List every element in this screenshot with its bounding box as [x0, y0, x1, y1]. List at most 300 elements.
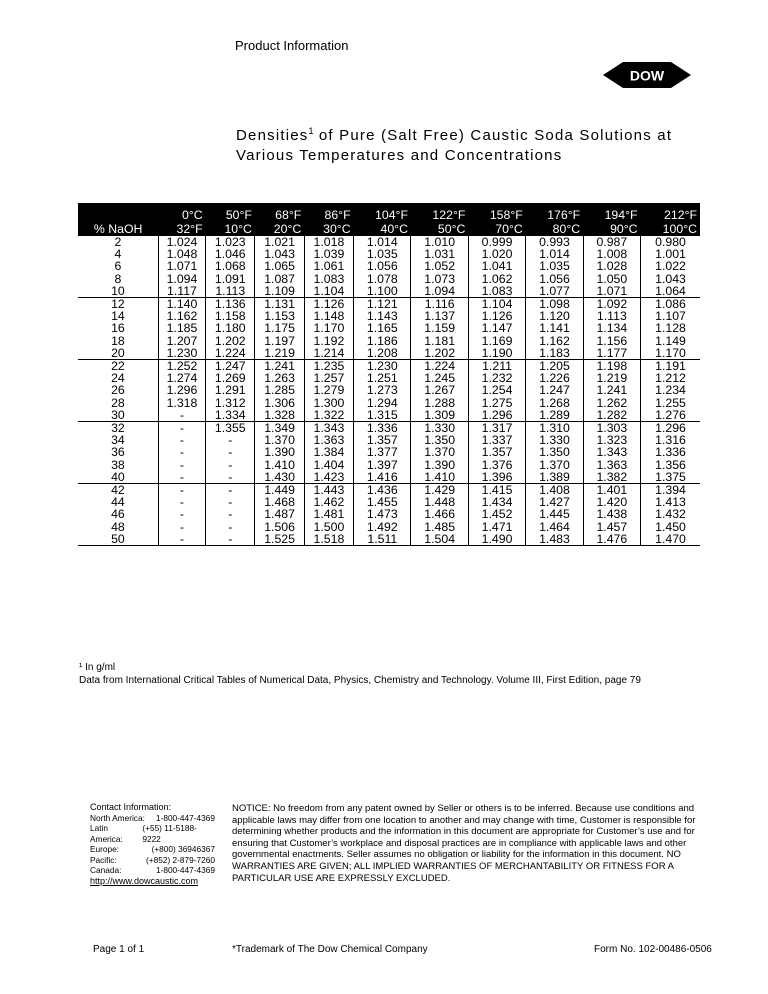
density-cell: 1.039 — [304, 248, 353, 260]
density-cell: 1.065 — [255, 260, 304, 272]
density-cell: 1.473 — [354, 508, 411, 520]
density-cell: 1.382 — [583, 471, 640, 484]
density-cell: 1.141 — [526, 322, 583, 334]
density-cell: 1.443 — [304, 484, 353, 497]
column-header: 104°F 40°C — [354, 203, 411, 236]
table-row — [78, 446, 700, 458]
density-cell: 1.137 — [411, 310, 468, 322]
density-cell: 1.490 — [468, 533, 525, 546]
naoh-percent-cell: 10 — [78, 285, 158, 298]
table-row — [78, 322, 700, 334]
trademark-note: *Trademark of The Dow Chemical Company — [232, 944, 428, 955]
density-cell: 1.048 — [158, 248, 205, 260]
density-cell: 1.100 — [354, 285, 411, 298]
density-cell: 1.014 — [526, 248, 583, 260]
density-cell: 1.350 — [526, 446, 583, 458]
density-cell: 1.448 — [411, 496, 468, 508]
density-cell: 1.113 — [583, 310, 640, 322]
density-cell: 1.357 — [354, 434, 411, 446]
naoh-percent-cell: 12 — [111, 297, 125, 312]
density-cell: 1.241 — [255, 360, 304, 373]
table-row — [78, 285, 700, 298]
density-cell: 1.205 — [526, 360, 583, 373]
table-header-row — [78, 203, 700, 236]
density-cell: 1.149 — [641, 335, 700, 347]
density-cell: 1.214 — [304, 347, 353, 360]
density-cell: 1.296 — [468, 409, 525, 422]
density-cell: 1.255 — [641, 397, 700, 409]
density-cell: 1.282 — [583, 409, 640, 422]
density-cell: 1.071 — [583, 285, 640, 298]
legal-notice: NOTICE: No freedom from any patent owned by Seller or others is to be inferred. Because use conditions and applicable laws may differ from one location to another and may change with time, Customer is responsible for determining whether products and the information in this document are appropriate for Customer’s use and for ensuring that Customer’s workplace and disposal practices are in compliance with applicable laws and other governmental enactments. Seller assumes no obligation or liability for the information in this document. NO WARRANTIES ARE GIVEN; ALL IMPLIED WARRANTIES OF MERCHANTABILITY OR FITNESS FOR A PARTICULAR USE ARE EXPRESSLY EXCLUDED. — [232, 803, 696, 884]
density-cell: 1.078 — [354, 273, 411, 285]
contact-region: Europe: — [90, 844, 120, 854]
density-cell: 1.021 — [255, 236, 304, 248]
density-cell: 1.481 — [304, 508, 353, 520]
logo-registered-mark: ® — [671, 81, 676, 87]
density-cell: - — [158, 484, 205, 497]
density-cell: 1.464 — [526, 521, 583, 533]
density-cell: 1.180 — [206, 322, 255, 334]
density-cell: 1.483 — [526, 533, 583, 546]
naoh-percent-cell: 44 — [111, 495, 125, 510]
contact-entry — [90, 865, 215, 876]
density-cell: 1.279 — [304, 384, 353, 396]
density-cell: 1.156 — [583, 335, 640, 347]
density-cell: 1.500 — [304, 521, 353, 533]
density-cell: - — [206, 521, 255, 533]
density-cell: 1.061 — [304, 260, 353, 272]
density-cell: - — [158, 459, 205, 471]
density-cell: 1.208 — [354, 347, 411, 360]
column-header: 194°F 90°C — [583, 203, 640, 236]
naoh-percent-cell: 34 — [111, 433, 125, 448]
density-cell: 1.191 — [641, 360, 700, 373]
density-cell: 1.389 — [526, 471, 583, 484]
density-cell: 1.285 — [255, 384, 304, 396]
density-cell: 1.492 — [354, 521, 411, 533]
density-cell: 1.098 — [526, 298, 583, 311]
density-cell: 1.104 — [468, 298, 525, 311]
density-cell: 1.128 — [641, 322, 700, 334]
density-cell: 1.232 — [468, 372, 525, 384]
density-cell: 1.506 — [255, 521, 304, 533]
density-cell: 1.254 — [468, 384, 525, 396]
density-cell: 1.170 — [304, 322, 353, 334]
density-cell: 1.269 — [206, 372, 255, 384]
contact-information — [90, 802, 215, 886]
density-cell: 1.275 — [468, 397, 525, 409]
density-cell: - — [158, 409, 205, 422]
naoh-percent-cell: 50 — [78, 533, 158, 546]
density-cell: 1.356 — [641, 459, 700, 471]
density-cell: 1.377 — [354, 446, 411, 458]
naoh-percent-cell: 28 — [111, 395, 125, 410]
density-cell: 1.185 — [158, 322, 205, 334]
density-cell: 1.334 — [206, 409, 255, 422]
density-cell: 1.312 — [206, 397, 255, 409]
table-row — [78, 335, 700, 347]
table-row — [78, 471, 700, 484]
density-cell: 1.064 — [641, 285, 700, 298]
column-header: 68°F 20°C — [255, 203, 304, 236]
density-cell: 1.113 — [206, 285, 255, 298]
density-cell: 1.230 — [354, 360, 411, 373]
density-cell: 1.408 — [526, 484, 583, 497]
density-cell: 1.046 — [206, 248, 255, 260]
density-cell: 1.306 — [255, 397, 304, 409]
density-table — [78, 203, 700, 546]
density-cell: - — [158, 508, 205, 520]
density-cell: 1.018 — [304, 236, 353, 248]
naoh-percent-cell: 20 — [78, 347, 158, 360]
naoh-percent-cell: 40 — [78, 471, 158, 484]
density-cell: 1.429 — [411, 484, 468, 497]
density-cell: 1.121 — [354, 298, 411, 311]
column-header-naoh: % NaOH — [78, 203, 158, 236]
density-cell: 1.296 — [641, 422, 700, 435]
density-cell: 1.071 — [158, 260, 205, 272]
density-cell: 1.068 — [206, 260, 255, 272]
column-header: 122°F 50°C — [411, 203, 468, 236]
logo-text: DOW — [629, 67, 665, 84]
density-cell: 1.468 — [255, 496, 304, 508]
density-cell: 1.330 — [526, 434, 583, 446]
density-cell: - — [206, 459, 255, 471]
density-cell: 1.008 — [583, 248, 640, 260]
density-cell: 1.300 — [304, 397, 353, 409]
density-cell: 1.159 — [411, 322, 468, 334]
density-cell: 1.230 — [158, 347, 205, 360]
density-cell: 1.267 — [411, 384, 468, 396]
footnote-source: Data from International Critical Tables of Numerical Data, Physics, Chemistry and Technology. Volume III, First Edition, page 79 — [79, 675, 641, 686]
density-cell: 1.086 — [641, 298, 700, 311]
density-cell: 1.035 — [354, 248, 411, 260]
density-cell: 1.162 — [526, 335, 583, 347]
density-cell: 1.455 — [354, 496, 411, 508]
density-cell: 0.980 — [641, 236, 700, 248]
density-cell: 1.416 — [354, 471, 411, 484]
naoh-percent-cell: 46 — [111, 507, 125, 522]
footnote-units: ¹ In g/ml — [79, 662, 116, 673]
density-cell: 1.415 — [468, 484, 525, 497]
density-cell: - — [206, 496, 255, 508]
density-cell: - — [206, 446, 255, 458]
contact-phone: (+55) 11-5188-9222 — [142, 823, 197, 844]
density-cell: 1.423 — [304, 471, 353, 484]
density-cell: 1.410 — [411, 471, 468, 484]
density-cell: 1.410 — [255, 459, 304, 471]
density-cell: - — [206, 533, 255, 546]
dow-diamond-logo-icon — [603, 59, 691, 91]
density-cell: 1.020 — [468, 248, 525, 260]
density-cell: 1.375 — [641, 471, 700, 484]
naoh-percent-cell: 2 — [114, 235, 122, 249]
density-cell: 1.197 — [255, 335, 304, 347]
naoh-percent-cell: 24 — [111, 371, 125, 386]
density-cell: 1.035 — [526, 260, 583, 272]
page-number: Page 1 of 1 — [93, 944, 145, 955]
contact-heading: Contact Information: — [90, 802, 172, 812]
density-cell: 1.289 — [526, 409, 583, 422]
density-cell: 1.116 — [411, 298, 468, 311]
column-header: 0°C 32°F — [158, 203, 205, 236]
density-cell: 1.245 — [411, 372, 468, 384]
naoh-percent-cell: 14 — [111, 309, 125, 324]
density-cell: 1.343 — [304, 422, 353, 435]
density-cell: 1.140 — [158, 298, 205, 311]
density-cell: 1.309 — [411, 409, 468, 422]
density-cell: 1.031 — [411, 248, 468, 260]
density-cell: 1.323 — [583, 434, 640, 446]
density-cell: 1.370 — [526, 459, 583, 471]
density-cell: 1.041 — [468, 260, 525, 272]
density-cell: 1.288 — [411, 397, 468, 409]
density-cell: 1.062 — [468, 273, 525, 285]
density-cell: 1.224 — [206, 347, 255, 360]
density-cell: 1.370 — [411, 446, 468, 458]
contact-entry — [90, 844, 215, 855]
column-header: 176°F 80°C — [526, 203, 583, 236]
density-cell: 1.104 — [304, 285, 353, 298]
naoh-percent-cell: 26 — [111, 383, 125, 398]
density-cell: 1.430 — [255, 471, 304, 484]
density-cell: 1.350 — [411, 434, 468, 446]
density-cell: 1.273 — [354, 384, 411, 396]
contact-phone: 1-800-447-4369 — [155, 812, 215, 823]
table-row — [78, 384, 700, 396]
density-cell: 1.190 — [468, 347, 525, 360]
density-cell: - — [206, 508, 255, 520]
density-cell: 1.148 — [304, 310, 353, 322]
contact-region: Canada: — [90, 865, 122, 875]
contact-entry — [90, 855, 215, 866]
density-cell: 1.219 — [255, 347, 304, 360]
density-cell: 1.136 — [206, 298, 255, 311]
density-cell: 1.014 — [354, 236, 411, 248]
table-row — [78, 347, 700, 360]
density-cell: 1.183 — [526, 347, 583, 360]
density-cell: 1.317 — [468, 422, 525, 435]
density-cell: 1.083 — [468, 285, 525, 298]
density-cell: 1.211 — [468, 360, 525, 373]
density-cell: 1.001 — [641, 248, 700, 260]
naoh-percent-cell: 6 — [114, 259, 122, 274]
density-cell: 1.126 — [304, 298, 353, 311]
density-cell: 1.252 — [158, 360, 205, 373]
density-cell: 1.202 — [411, 347, 468, 360]
density-cell: 1.023 — [206, 236, 255, 248]
density-cell: 1.525 — [255, 533, 304, 546]
density-cell: 1.091 — [206, 273, 255, 285]
density-cell: 1.024 — [158, 236, 205, 248]
density-cell: - — [158, 496, 205, 508]
header-title: Product Information — [235, 38, 349, 53]
density-cell: 1.355 — [206, 422, 255, 435]
density-cell: 1.226 — [526, 372, 583, 384]
density-cell: 1.052 — [411, 260, 468, 272]
density-cell: - — [206, 471, 255, 484]
density-cell: 1.394 — [641, 484, 700, 497]
density-cell: - — [206, 484, 255, 497]
density-cell: 1.134 — [583, 322, 640, 334]
table-row — [78, 508, 700, 520]
density-cell: 1.022 — [641, 260, 700, 272]
density-cell: 1.186 — [354, 335, 411, 347]
density-cell: 1.291 — [206, 384, 255, 396]
contact-phone: (+800) 36946367 — [151, 844, 215, 854]
density-cell: 1.390 — [411, 459, 468, 471]
density-cell: 1.462 — [304, 496, 353, 508]
density-cell: 1.224 — [411, 360, 468, 373]
naoh-percent-cell: 22 — [111, 359, 125, 374]
column-header: 86°F 30°C — [304, 203, 353, 236]
density-cell: 1.169 — [468, 335, 525, 347]
density-cell: 1.257 — [304, 372, 353, 384]
density-cell: 1.263 — [255, 372, 304, 384]
density-cell: - — [158, 533, 205, 546]
density-cell: 1.436 — [354, 484, 411, 497]
density-cell: 1.315 — [354, 409, 411, 422]
density-cell: 1.518 — [304, 533, 353, 546]
density-cell: 1.363 — [304, 434, 353, 446]
density-cell: 1.343 — [583, 446, 640, 458]
contact-region: North America: — [90, 812, 145, 823]
density-cell: 1.131 — [255, 298, 304, 311]
density-cell: 1.117 — [158, 285, 205, 298]
table-row — [78, 533, 700, 546]
density-cell: 1.247 — [526, 384, 583, 396]
density-cell: 1.322 — [304, 409, 353, 422]
naoh-percent-cell: 38 — [111, 457, 125, 472]
density-cell: 1.126 — [468, 310, 525, 322]
density-cell: 0.987 — [583, 236, 640, 248]
naoh-percent-cell: 36 — [111, 445, 125, 460]
contact-phone: (+852) 2-879-7260 — [146, 854, 215, 865]
density-cell: 1.107 — [641, 310, 700, 322]
dow-logo — [603, 59, 691, 91]
density-cell: 1.434 — [468, 496, 525, 508]
density-cell: 1.363 — [583, 459, 640, 471]
density-cell: 1.466 — [411, 508, 468, 520]
naoh-percent-cell: 8 — [114, 271, 122, 286]
density-cell: 1.043 — [255, 248, 304, 260]
naoh-percent-cell: 32 — [111, 421, 125, 436]
density-cell: 1.390 — [255, 446, 304, 458]
contact-list — [90, 813, 215, 876]
density-cell: 1.452 — [468, 508, 525, 520]
density-cell: - — [158, 434, 205, 446]
density-cell: 1.401 — [583, 484, 640, 497]
contact-region: Latin America: — [90, 823, 123, 844]
density-cell: 1.262 — [583, 397, 640, 409]
density-cell: 1.330 — [411, 422, 468, 435]
density-cell: 1.397 — [354, 459, 411, 471]
density-cell: 1.234 — [641, 384, 700, 396]
density-cell: 1.147 — [468, 322, 525, 334]
density-cell: 1.073 — [411, 273, 468, 285]
column-header: 212°F 100°C — [641, 203, 700, 236]
density-cell: 1.165 — [354, 322, 411, 334]
website-link[interactable]: http://www.dowcaustic.com — [90, 875, 199, 886]
density-cell: 1.370 — [255, 434, 304, 446]
density-cell: 1.028 — [583, 260, 640, 272]
density-cell: 1.274 — [158, 372, 205, 384]
table-row — [78, 409, 700, 422]
density-cell: 1.376 — [468, 459, 525, 471]
density-cell: 1.198 — [583, 360, 640, 373]
density-cell: 1.420 — [583, 496, 640, 508]
density-cell: 1.476 — [583, 533, 640, 546]
title-footnote-ref: 1 — [308, 126, 314, 136]
density-cell: 1.207 — [158, 335, 205, 347]
density-cell: 1.457 — [583, 521, 640, 533]
density-cell: 1.162 — [158, 310, 205, 322]
density-cell: 1.109 — [255, 285, 304, 298]
density-cell: 1.235 — [304, 360, 353, 373]
density-cell: 1.328 — [255, 409, 304, 422]
density-cell: - — [158, 471, 205, 484]
density-cell: 1.445 — [526, 508, 583, 520]
density-cell: - — [158, 521, 205, 533]
density-cell: 1.294 — [354, 397, 411, 409]
density-cell: 1.384 — [304, 446, 353, 458]
density-cell: 1.158 — [206, 310, 255, 322]
density-cell: 1.212 — [641, 372, 700, 384]
density-cell: 1.438 — [583, 508, 640, 520]
density-cell: 1.432 — [641, 508, 700, 520]
density-cell: 1.219 — [583, 372, 640, 384]
density-cell: 1.268 — [526, 397, 583, 409]
density-cell: 1.318 — [158, 397, 205, 409]
naoh-percent-cell: 4 — [114, 247, 122, 262]
density-cell: 1.504 — [411, 533, 468, 546]
naoh-percent-cell: 18 — [111, 333, 125, 348]
density-cell: 1.296 — [158, 384, 205, 396]
density-cell: 1.120 — [526, 310, 583, 322]
density-cell: - — [158, 446, 205, 458]
density-cell: 1.181 — [411, 335, 468, 347]
density-cell: 1.471 — [468, 521, 525, 533]
density-cell: 1.310 — [526, 422, 583, 435]
density-cell: 0.999 — [468, 236, 525, 248]
density-cell: 1.449 — [255, 484, 304, 497]
column-header: 50°F 10°C — [206, 203, 255, 236]
density-cell: 1.043 — [641, 273, 700, 285]
form-number: Form No. 102-00486-0506 — [594, 944, 712, 955]
contact-entry — [90, 813, 215, 824]
column-header: 158°F 70°C — [468, 203, 525, 236]
density-cell: 1.404 — [304, 459, 353, 471]
document-title: Densities$^1$ of Pure (Salt Free) Caustic Soda Solutions at Various Temperatures and Concentrations — [236, 126, 673, 164]
density-cell: 1.010 — [411, 236, 468, 248]
density-cell: 1.177 — [583, 347, 640, 360]
density-cell: 1.413 — [641, 496, 700, 508]
density-cell: 1.487 — [255, 508, 304, 520]
density-cell: 0.993 — [526, 236, 583, 248]
density-cell: 1.056 — [354, 260, 411, 272]
density-cell: 1.083 — [304, 273, 353, 285]
contact-region: Pacific: — [90, 854, 117, 865]
density-cell: 1.241 — [583, 384, 640, 396]
density-cell: 1.175 — [255, 322, 304, 334]
density-cell: 1.192 — [304, 335, 353, 347]
density-cell: 1.077 — [526, 285, 583, 298]
contact-phone: 1-800-447-4369 — [155, 865, 215, 875]
density-cell: 1.087 — [255, 273, 304, 285]
density-cell: - — [206, 434, 255, 446]
density-cell: 1.050 — [583, 273, 640, 285]
